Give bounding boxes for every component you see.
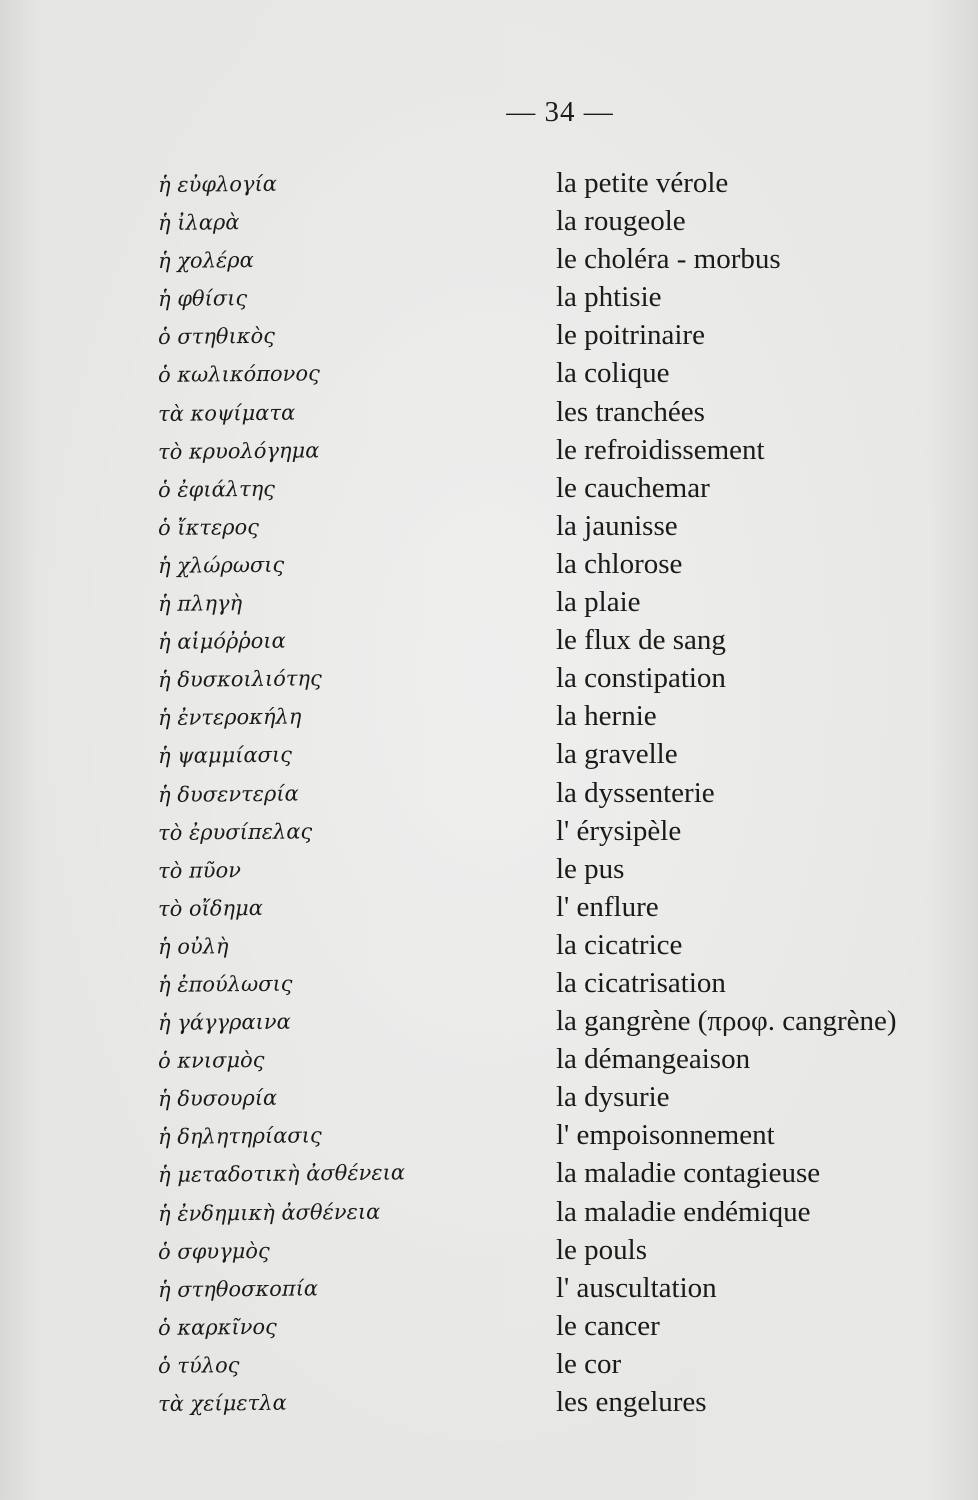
greek-term: ὁ τύλος [157, 1353, 240, 1378]
greek-term: ἡ πληγὴ [157, 591, 243, 617]
greek-term: ἡ αἱμόῤῥοια [157, 628, 286, 655]
french-term: la chlorose [556, 547, 683, 580]
french-term: le cauchemar [556, 471, 710, 504]
french-term: la maladie endémique [556, 1195, 811, 1228]
french-term: la dyssenterie [556, 776, 715, 809]
french-term: la cicatrice [556, 928, 683, 961]
greek-term: ὁ ἐφιάλτης [157, 476, 276, 502]
page-number: — 34 — [506, 96, 614, 128]
french-term: le refroidissement [556, 433, 765, 466]
greek-term: ὁ σφυγμὸς [157, 1238, 270, 1264]
greek-term: ἡ ψαμμίασις [157, 743, 293, 769]
greek-term: τὸ ἐρυσίπελας [157, 818, 313, 845]
french-term: la gravelle [556, 738, 678, 771]
french-term: les engelures [556, 1386, 707, 1418]
french-term: la petite vérole [556, 167, 729, 199]
french-term: la maladie contagieuse [556, 1157, 821, 1190]
greek-term: τὰ χείμετλα [157, 1390, 287, 1416]
french-term: la hernie [556, 700, 657, 733]
french-term: le pus [556, 852, 625, 885]
french-term: la cicatrisation [556, 966, 726, 999]
french-term: l' enflure [556, 890, 659, 923]
french-term: la jaunisse [556, 509, 678, 542]
french-term: la rougeole [556, 205, 686, 238]
french-term: la phtisie [556, 281, 662, 314]
french-term: la plaie [556, 586, 641, 619]
greek-term: ὁ καρκῖνος [157, 1314, 277, 1340]
greek-term: ἡ οὐλὴ [157, 934, 229, 959]
french-term: la gangrène (προφ. cangrène) [556, 1005, 897, 1038]
greek-term: ἡ μεταδοτικὴ ἀσθένεια [157, 1160, 406, 1188]
greek-term: ὁ κωλικόπονος [157, 361, 320, 388]
french-term: la constipation [556, 662, 726, 695]
greek-term: ἡ γάγγραινα [157, 1009, 291, 1036]
french-term: le poitrinaire [556, 319, 705, 352]
french-term: la dysurie [556, 1081, 670, 1114]
french-term: le cancer [556, 1309, 660, 1342]
greek-term: ἡ ἐπούλωσις [157, 971, 293, 997]
greek-term: ὁ στηθικὸς [157, 324, 276, 350]
french-term: l' empoisonnement [556, 1119, 775, 1152]
greek-term: ἡ χολέρα [157, 248, 254, 274]
greek-term: ὁ κνισμὸς [157, 1048, 265, 1074]
french-term: la démangeaison [556, 1043, 751, 1076]
french-term: la colique [556, 357, 670, 390]
greek-term: ἡ εὐφλογία [157, 171, 278, 197]
greek-term: τὸ οἴδημα [157, 895, 263, 921]
greek-term: ἡ δυσουρία [157, 1086, 278, 1112]
greek-term: ἡ ἐνδημικὴ ἀσθένεια [157, 1199, 381, 1226]
greek-term: τὰ κοψίματα [157, 400, 296, 426]
greek-terms-column [158, 166, 538, 1423]
french-term: l' auscultation [556, 1271, 717, 1304]
greek-term: τὸ πῦον [157, 857, 242, 883]
greek-term: ἡ δυσκοιλιότης [157, 666, 322, 693]
french-term: le choléra - morbus [556, 243, 781, 276]
french-term: le flux de sang [556, 624, 726, 657]
french-term: le cor [556, 1347, 622, 1380]
greek-term: ἡ χλώρωσις [157, 552, 285, 578]
french-terms-column [556, 164, 966, 1421]
greek-term: ἡ στηθοσκοπία [157, 1276, 319, 1302]
french-term: le pouls [556, 1233, 648, 1266]
french-term: l' érysipèle [556, 814, 682, 847]
greek-term: ἡ φθίσις [157, 286, 248, 312]
greek-term: ἡ δυσεντερία [157, 781, 299, 807]
greek-term: ὁ ἴκτερος [157, 514, 260, 540]
greek-term: ἡ ἰλαρὰ [157, 210, 240, 236]
greek-term: ἡ ἐντεροκήλη [157, 704, 302, 731]
greek-term: ἡ δηλητηρίασις [157, 1123, 322, 1150]
french-term: les tranchées [556, 395, 705, 428]
greek-term: τὸ κρυολόγημα [157, 437, 320, 464]
